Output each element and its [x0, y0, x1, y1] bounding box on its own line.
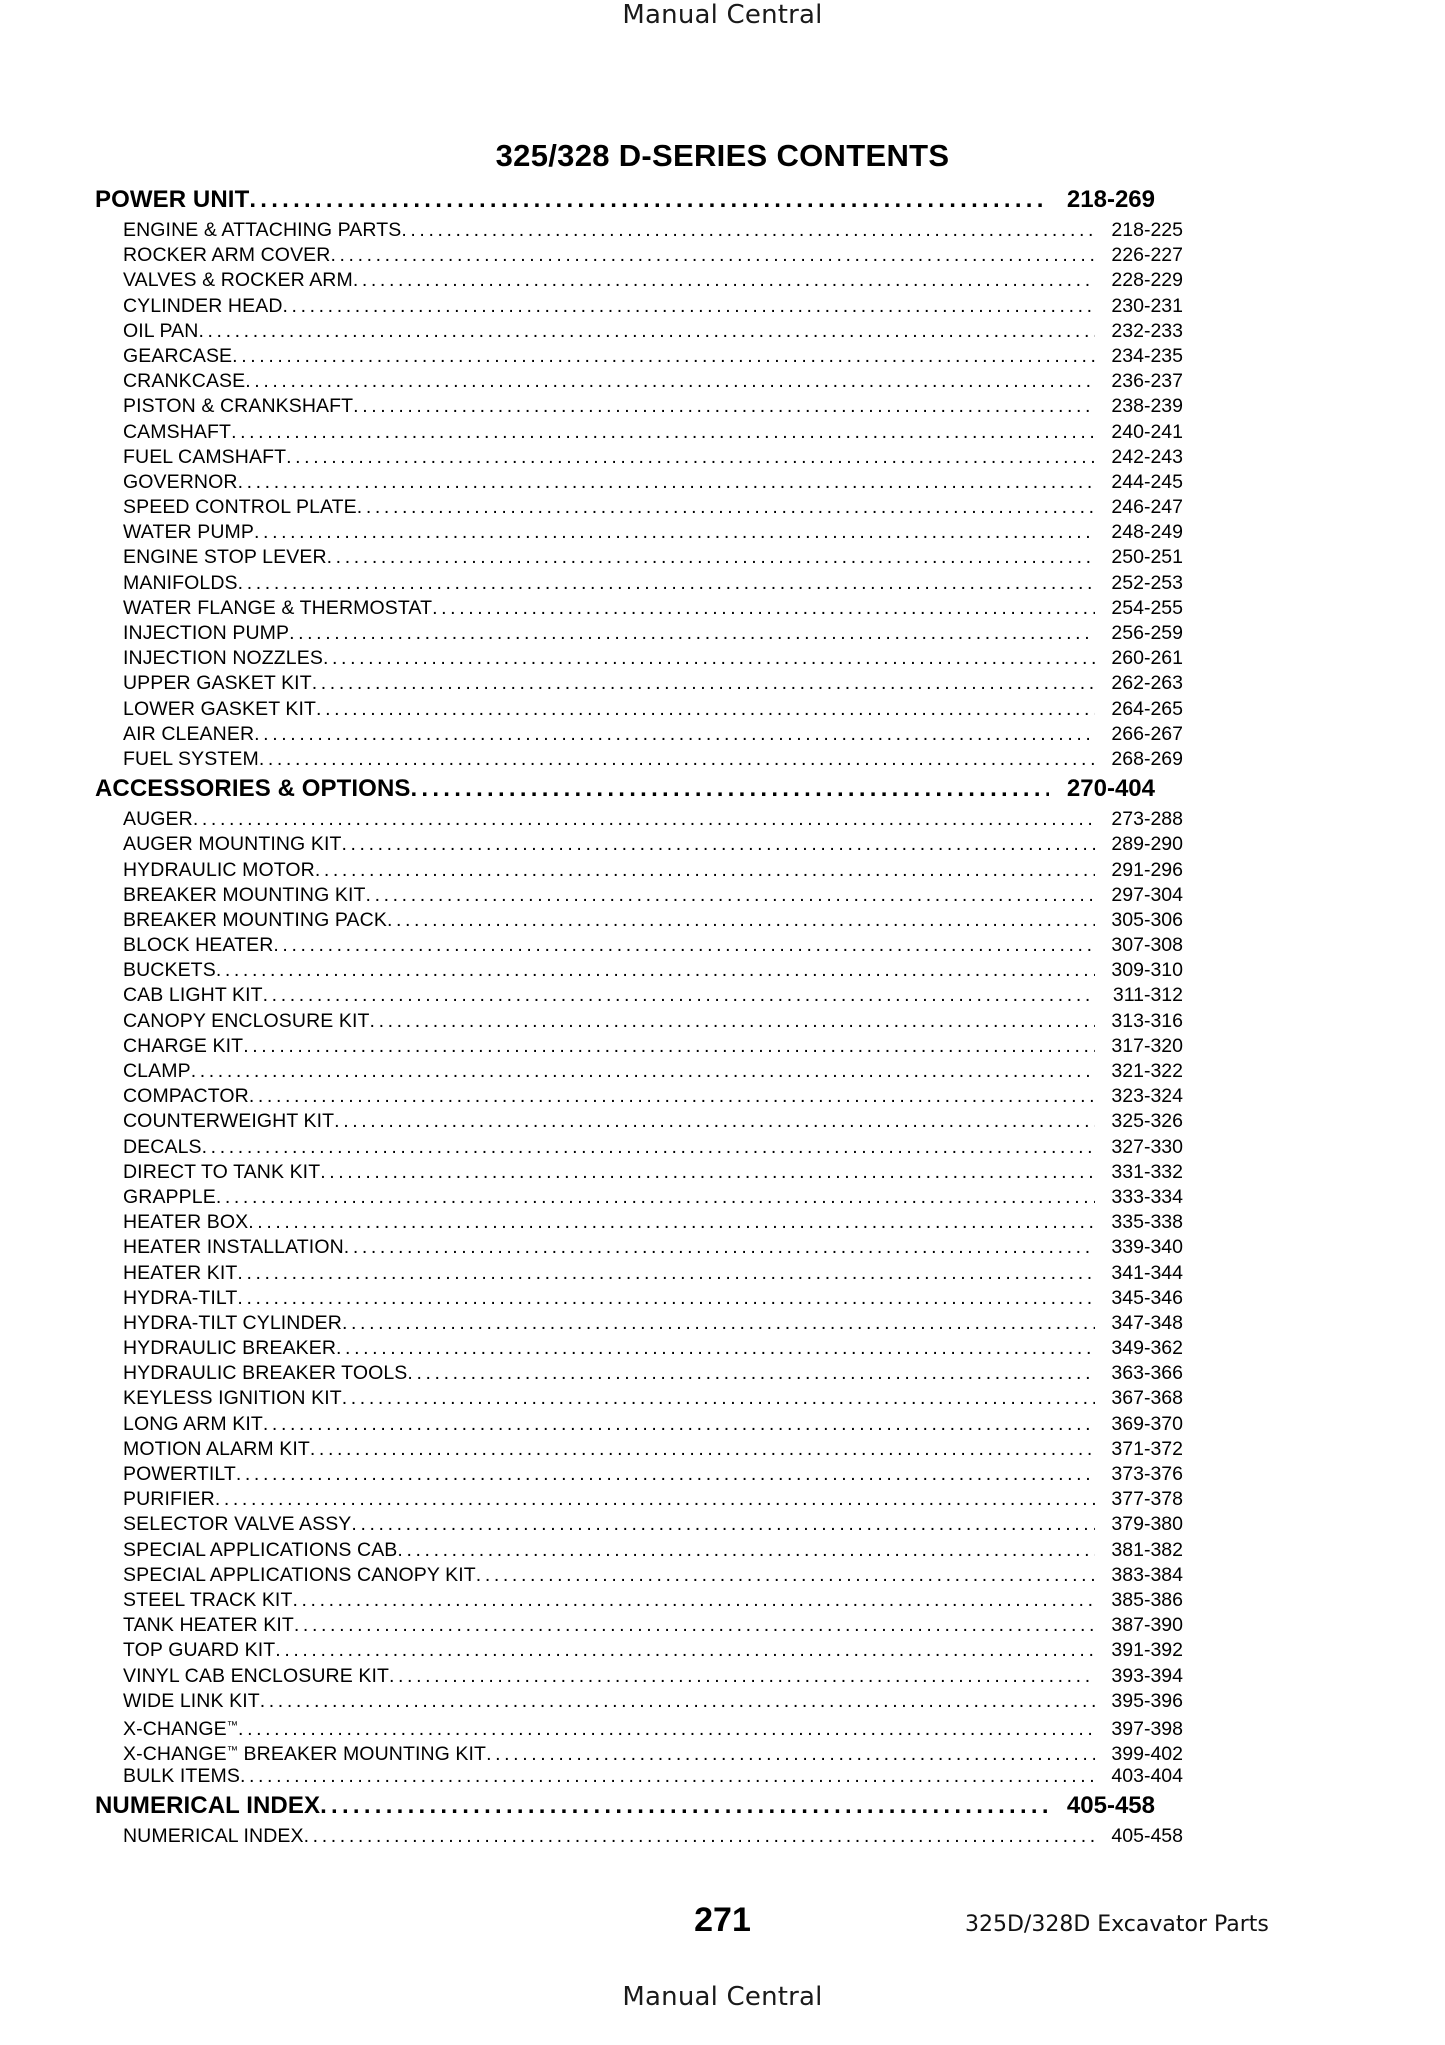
entry-label: HYDRAULIC BREAKER: [123, 1337, 337, 1360]
entry-label: FUEL CAMSHAFT: [123, 445, 287, 468]
leader-dots: [389, 1664, 1095, 1689]
entry-label: HYDRAULIC MOTOR: [123, 858, 315, 881]
toc-entry-row: [95, 1286, 1183, 1311]
leader-dots: [231, 420, 1095, 445]
leader-dots: [238, 571, 1095, 596]
entry-page-range: 262-263: [1111, 672, 1183, 695]
entry-label: POWERTILT: [123, 1463, 236, 1485]
toc-entry-row: [95, 1563, 1183, 1588]
entry-page-range: 252-253: [1111, 571, 1183, 594]
toc-entry-row: [95, 1689, 1183, 1714]
toc-entry-row: [95, 218, 1183, 243]
table-of-contents: [95, 183, 1183, 1850]
entry-page-range: 291-296: [1111, 858, 1183, 881]
entry-page-range: 226-227: [1111, 244, 1183, 267]
entry-page-range: 260-261: [1111, 647, 1183, 670]
entry-page-range: 339-340: [1111, 1236, 1183, 1259]
leader-dots: [342, 1311, 1095, 1336]
toc-entry-row: [95, 1361, 1183, 1386]
leader-dots: [342, 1386, 1095, 1411]
watermark-top: Manual Central: [622, 0, 823, 30]
leader-dots: [370, 1009, 1095, 1034]
toc-entry-row: [95, 1084, 1183, 1109]
trademark-symbol: ™: [226, 1745, 239, 1758]
leader-dots: [260, 1689, 1095, 1714]
entry-page-range: 385-386: [1111, 1588, 1183, 1611]
toc-entry-row: [95, 807, 1183, 832]
entry-label: LONG ARM KIT: [123, 1412, 263, 1435]
entry-label: MANIFOLDS: [123, 571, 238, 594]
entry-page-range: 335-338: [1111, 1211, 1183, 1234]
toc-entry-row: [95, 1739, 1183, 1764]
entry-page-range: 297-304: [1111, 883, 1183, 906]
entry-page-range: 323-324: [1111, 1085, 1183, 1108]
entry-page-range: 307-308: [1111, 934, 1183, 957]
leader-dots: [259, 747, 1095, 772]
entry-page-range: 347-348: [1111, 1311, 1183, 1334]
toc-entry-row: [95, 1588, 1183, 1613]
entry-label: CRANKCASE: [123, 370, 246, 393]
leader-dots: [240, 1764, 1095, 1789]
toc-entry-row: [95, 294, 1183, 319]
watermark-bottom: Manual Central: [622, 1982, 823, 2012]
toc-entry-row: [95, 1462, 1183, 1487]
entry-page-range: 230-231: [1111, 294, 1183, 317]
entry-label: CAMSHAFT: [123, 420, 232, 443]
section-page-range: 218-269: [1066, 186, 1155, 213]
leader-dots: [238, 470, 1095, 495]
leader-dots: [202, 1135, 1095, 1160]
section-label: POWER UNIT: [95, 186, 250, 213]
toc-entry-row: [95, 369, 1183, 394]
toc-entry-row: [95, 1210, 1183, 1235]
leader-dots: [216, 958, 1095, 983]
entry-page-range: 333-334: [1111, 1185, 1183, 1208]
leader-dots: [323, 646, 1095, 671]
toc-entry-row: [95, 1135, 1183, 1160]
leader-dots: [263, 1412, 1095, 1437]
entry-page-range: 311-312: [1112, 984, 1183, 1007]
toc-entry-row: [95, 1613, 1183, 1638]
toc-entry-row: [95, 1764, 1183, 1789]
entry-page-range: 234-235: [1111, 344, 1183, 367]
toc-section-row: [95, 772, 1155, 807]
entry-page-range: 393-394: [1111, 1664, 1183, 1687]
toc-entry-row: [95, 596, 1183, 621]
leader-dots: [236, 1462, 1095, 1487]
entry-label: AUGER: [123, 808, 193, 831]
entry-page-range: 317-320: [1111, 1034, 1183, 1057]
entry-page-range: 325-326: [1111, 1110, 1183, 1133]
leader-dots: [357, 495, 1095, 520]
entry-page-range: 313-316: [1111, 1009, 1183, 1032]
toc-section-row: [95, 1789, 1155, 1824]
toc-entry-row: [95, 1386, 1183, 1411]
entry-label: CAB LIGHT KIT: [123, 984, 263, 1007]
leader-dots: [232, 344, 1095, 369]
entry-label: HEATER INSTALLATION: [123, 1236, 344, 1259]
entry-label: HYDRA-TILT: [123, 1286, 238, 1309]
leader-dots: [289, 621, 1095, 646]
entry-label: DIRECT TO TANK KIT: [123, 1160, 321, 1183]
entry-label: CYLINDER HEAD: [123, 294, 283, 317]
leader-dots: [215, 1487, 1095, 1512]
toc-entry-row: [95, 1034, 1183, 1059]
toc-entry-row: [95, 394, 1183, 419]
entry-page-range: 248-249: [1111, 521, 1183, 544]
leader-dots: [315, 858, 1095, 883]
entry-label: COUNTERWEIGHT KIT: [123, 1110, 335, 1133]
footer-document-name: 325D/328D Excavator Parts: [965, 1912, 1269, 1937]
section-label: ACCESSORIES & OPTIONS: [95, 775, 411, 803]
entry-label: GOVERNOR: [123, 470, 238, 493]
section-page-range: 270-404: [1066, 775, 1155, 803]
leader-dots: [245, 369, 1095, 394]
entry-page-range: 377-378: [1111, 1488, 1183, 1511]
entry-label: ENGINE STOP LEVER: [123, 546, 327, 569]
entry-label: WATER FLANGE & THERMOSTAT: [123, 596, 433, 619]
leader-dots: [191, 1059, 1095, 1084]
leader-dots: [216, 1185, 1095, 1210]
entry-page-range: 244-245: [1111, 470, 1183, 493]
toc-entry-row: [95, 832, 1183, 857]
toc-entry-row: [95, 1512, 1183, 1537]
entry-page-range: 264-265: [1111, 697, 1183, 720]
entry-label: COMPACTOR: [123, 1085, 249, 1108]
entry-label: GEARCASE: [123, 344, 233, 367]
section-page-range: 405-458: [1066, 1792, 1155, 1820]
toc-entry-row: [95, 1009, 1183, 1034]
leader-dots: [304, 1824, 1095, 1849]
toc-entry-row: [95, 243, 1183, 268]
entry-page-range: 236-237: [1111, 370, 1183, 393]
entry-label: X-CHANGE™ BREAKER MOUNTING KIT: [123, 1743, 487, 1766]
entry-label: VINYL CAB ENCLOSURE KIT: [123, 1664, 389, 1687]
leader-dots: [198, 319, 1095, 344]
entry-label: VALVES & ROCKER ARM: [123, 269, 353, 292]
entry-page-range: 254-255: [1111, 596, 1183, 619]
entry-page-range: 381-382: [1111, 1538, 1183, 1561]
toc-entry-row: [95, 1437, 1183, 1462]
entry-label: GRAPPLE: [123, 1185, 216, 1208]
entry-label: DECALS: [123, 1135, 202, 1158]
entry-label: AUGER MOUNTING KIT: [123, 833, 342, 856]
entry-label: WATER PUMP: [123, 521, 254, 544]
entry-label: INJECTION PUMP: [123, 622, 290, 644]
leader-dots: [397, 1538, 1095, 1563]
entry-page-range: 391-392: [1111, 1639, 1183, 1662]
toc-entry-row: [95, 1185, 1183, 1210]
leader-dots: [193, 807, 1095, 832]
toc-entry-row: [95, 621, 1183, 646]
entry-label: FUEL SYSTEM: [123, 747, 259, 770]
leader-dots: [344, 1235, 1095, 1260]
entry-label: PURIFIER: [123, 1488, 215, 1511]
entry-page-range: 250-251: [1111, 546, 1183, 569]
leader-dots: [327, 545, 1095, 570]
entry-page-range: 395-396: [1111, 1689, 1183, 1712]
entry-page-range: 331-332: [1111, 1160, 1183, 1183]
leader-dots: [237, 1286, 1095, 1311]
toc-entry-row: [95, 420, 1183, 445]
leader-dots: [320, 1160, 1095, 1185]
leader-dots: [238, 1717, 1095, 1742]
toc-entry-row: [95, 1261, 1183, 1286]
toc-entry-row: [95, 344, 1183, 369]
entry-page-range: 238-239: [1111, 395, 1183, 418]
entry-page-range: 379-380: [1111, 1513, 1183, 1536]
entry-label: STEEL TRACK KIT: [123, 1588, 293, 1611]
entry-page-range: 321-322: [1111, 1060, 1183, 1082]
entry-label: BULK ITEMS: [123, 1765, 240, 1788]
toc-entry-row: [95, 1311, 1183, 1336]
entry-page-range: 309-310: [1111, 959, 1183, 982]
toc-entry-row: [95, 1109, 1183, 1134]
leader-dots: [410, 772, 1049, 805]
entry-page-range: 399-402: [1111, 1743, 1183, 1766]
leader-dots: [341, 832, 1095, 857]
leader-dots: [334, 1109, 1095, 1134]
leader-dots: [254, 722, 1095, 747]
entry-label: CHARGE KIT: [123, 1034, 244, 1057]
leader-dots: [237, 1261, 1095, 1286]
entry-label: INJECTION NOZZLES: [123, 647, 323, 670]
entry-label: TOP GUARD KIT: [123, 1639, 276, 1662]
toc-entry-row: [95, 646, 1183, 671]
entry-label: OIL PAN: [123, 319, 199, 342]
toc-entry-row: [95, 671, 1183, 696]
entry-page-range: 232-233: [1111, 319, 1183, 342]
entry-label: BREAKER MOUNTING KIT: [123, 883, 366, 906]
leader-dots: [476, 1563, 1095, 1588]
entry-page-range: 367-368: [1111, 1387, 1183, 1410]
page-title: 325/328 D-SERIES CONTENTS: [495, 138, 950, 173]
entry-page-range: 228-229: [1111, 269, 1183, 292]
entry-label: BUCKETS: [123, 959, 216, 982]
leader-dots: [401, 218, 1095, 243]
entry-label: ROCKER ARM COVER: [123, 244, 331, 267]
entry-page-range: 289-290: [1111, 833, 1183, 856]
toc-entry-row: [95, 319, 1183, 344]
entry-page-range: 341-344: [1111, 1261, 1183, 1284]
leader-dots: [254, 520, 1095, 545]
leader-dots: [407, 1361, 1095, 1386]
entry-label: SPECIAL APPLICATIONS CANOPY KIT: [123, 1563, 476, 1586]
leader-dots: [263, 983, 1095, 1008]
entry-page-range: 345-346: [1111, 1286, 1183, 1309]
toc-entry-row: [95, 1487, 1183, 1512]
toc-entry-row: [95, 470, 1183, 495]
entry-page-range: 240-241: [1111, 420, 1183, 443]
toc-entry-row: [95, 1336, 1183, 1361]
leader-dots: [316, 697, 1095, 722]
entry-page-range: 246-247: [1111, 496, 1183, 519]
toc-entry-row: [95, 1824, 1183, 1849]
entry-page-range: 405-458: [1111, 1825, 1183, 1848]
entry-label: CLAMP: [123, 1060, 191, 1082]
entry-page-range: 242-243: [1111, 445, 1183, 468]
leader-dots: [320, 1789, 1049, 1822]
leader-dots: [336, 1336, 1095, 1361]
toc-entry-row: [95, 983, 1183, 1008]
entry-label: HEATER BOX: [123, 1211, 249, 1234]
toc-entry-row: [95, 495, 1183, 520]
entry-page-range: 327-330: [1111, 1135, 1183, 1158]
entry-page-range: 373-376: [1111, 1463, 1183, 1485]
entry-label: X-CHANGE™: [123, 1718, 239, 1741]
toc-entry-row: [95, 571, 1183, 596]
entry-label: LOWER GASKET KIT: [123, 697, 317, 720]
entry-label: HYDRAULIC BREAKER TOOLS: [123, 1362, 408, 1385]
toc-entry-row: [95, 747, 1183, 772]
leader-dots: [330, 243, 1095, 268]
entry-label: PISTON & CRANKSHAFT: [123, 395, 354, 418]
entry-page-range: 383-384: [1111, 1563, 1183, 1586]
leader-dots: [310, 1437, 1095, 1462]
entry-label: SPEED CONTROL PLATE: [123, 496, 357, 519]
entry-page-range: 397-398: [1111, 1718, 1183, 1741]
entry-page-range: 256-259: [1111, 622, 1183, 644]
toc-entry-row: [95, 908, 1183, 933]
entry-label: SPECIAL APPLICATIONS CAB: [123, 1538, 398, 1561]
toc-entry-row: [95, 1714, 1183, 1739]
footer-page-number: 271: [694, 1901, 751, 1939]
entry-label: TANK HEATER KIT: [123, 1614, 294, 1637]
entry-page-range: 369-370: [1111, 1412, 1183, 1435]
toc-entry-row: [95, 1160, 1183, 1185]
toc-entry-row: [95, 1059, 1183, 1084]
entry-label: WIDE LINK KIT: [123, 1689, 260, 1712]
entry-page-range: 305-306: [1111, 908, 1183, 931]
entry-label: ENGINE & ATTACHING PARTS: [123, 219, 402, 241]
leader-dots: [292, 1588, 1095, 1613]
toc-entry-row: [95, 958, 1183, 983]
entry-label: AIR CLEANER: [123, 722, 255, 745]
leader-dots: [432, 596, 1095, 621]
toc-entry-row: [95, 933, 1183, 958]
trademark-symbol: ™: [226, 1719, 239, 1732]
toc-entry-row: [95, 1235, 1183, 1260]
leader-dots: [249, 1084, 1095, 1109]
entry-label: BLOCK HEATER: [123, 934, 274, 957]
entry-page-range: 273-288: [1111, 808, 1183, 831]
entry-page-range: 387-390: [1111, 1614, 1183, 1637]
entry-label: MOTION ALARM KIT: [123, 1437, 310, 1460]
toc-entry-row: [95, 883, 1183, 908]
toc-entry-row: [95, 445, 1183, 470]
leader-dots: [353, 268, 1095, 293]
entry-page-range: 349-362: [1111, 1337, 1183, 1360]
entry-label: CANOPY ENCLOSURE KIT: [123, 1009, 370, 1032]
toc-entry-row: [95, 858, 1183, 883]
leader-dots: [387, 908, 1095, 933]
toc-entry-row: [95, 1664, 1183, 1689]
entry-label: SELECTOR VALVE ASSY: [123, 1513, 352, 1536]
leader-dots: [353, 394, 1095, 419]
toc-entry-row: [95, 1638, 1183, 1663]
entry-label: KEYLESS IGNITION KIT: [123, 1387, 342, 1410]
leader-dots: [243, 1034, 1095, 1059]
entry-label: BREAKER MOUNTING PACK: [123, 908, 387, 931]
section-label: NUMERICAL INDEX: [95, 1792, 321, 1820]
entry-page-range: 218-225: [1111, 219, 1183, 241]
toc-entry-row: [95, 722, 1183, 747]
entry-page-range: 371-372: [1111, 1437, 1183, 1460]
entry-page-range: 403-404: [1111, 1765, 1183, 1788]
toc-entry-row: [95, 697, 1183, 722]
entry-page-range: 266-267: [1111, 722, 1183, 745]
toc-entry-row: [95, 1412, 1183, 1437]
leader-dots: [294, 1613, 1095, 1638]
entry-label: NUMERICAL INDEX: [123, 1825, 304, 1848]
entry-label: UPPER GASKET KIT: [123, 672, 312, 695]
leader-dots: [273, 933, 1095, 958]
leader-dots: [351, 1512, 1095, 1537]
entry-label: HYDRA-TILT CYLINDER: [123, 1311, 342, 1334]
toc-entry-row: [95, 1538, 1183, 1563]
leader-dots: [286, 445, 1095, 470]
toc-section-row: [95, 183, 1155, 218]
toc-entry-row: [95, 545, 1183, 570]
leader-dots: [312, 671, 1095, 696]
leader-dots: [249, 183, 1049, 216]
toc-entry-row: [95, 520, 1183, 545]
toc-entry-row: [95, 268, 1183, 293]
leader-dots: [283, 294, 1096, 319]
leader-dots: [275, 1638, 1095, 1663]
leader-dots: [366, 883, 1095, 908]
leader-dots: [248, 1210, 1095, 1235]
entry-page-range: 363-366: [1111, 1362, 1183, 1385]
entry-page-range: 268-269: [1111, 747, 1183, 770]
entry-label: HEATER KIT: [123, 1261, 238, 1284]
